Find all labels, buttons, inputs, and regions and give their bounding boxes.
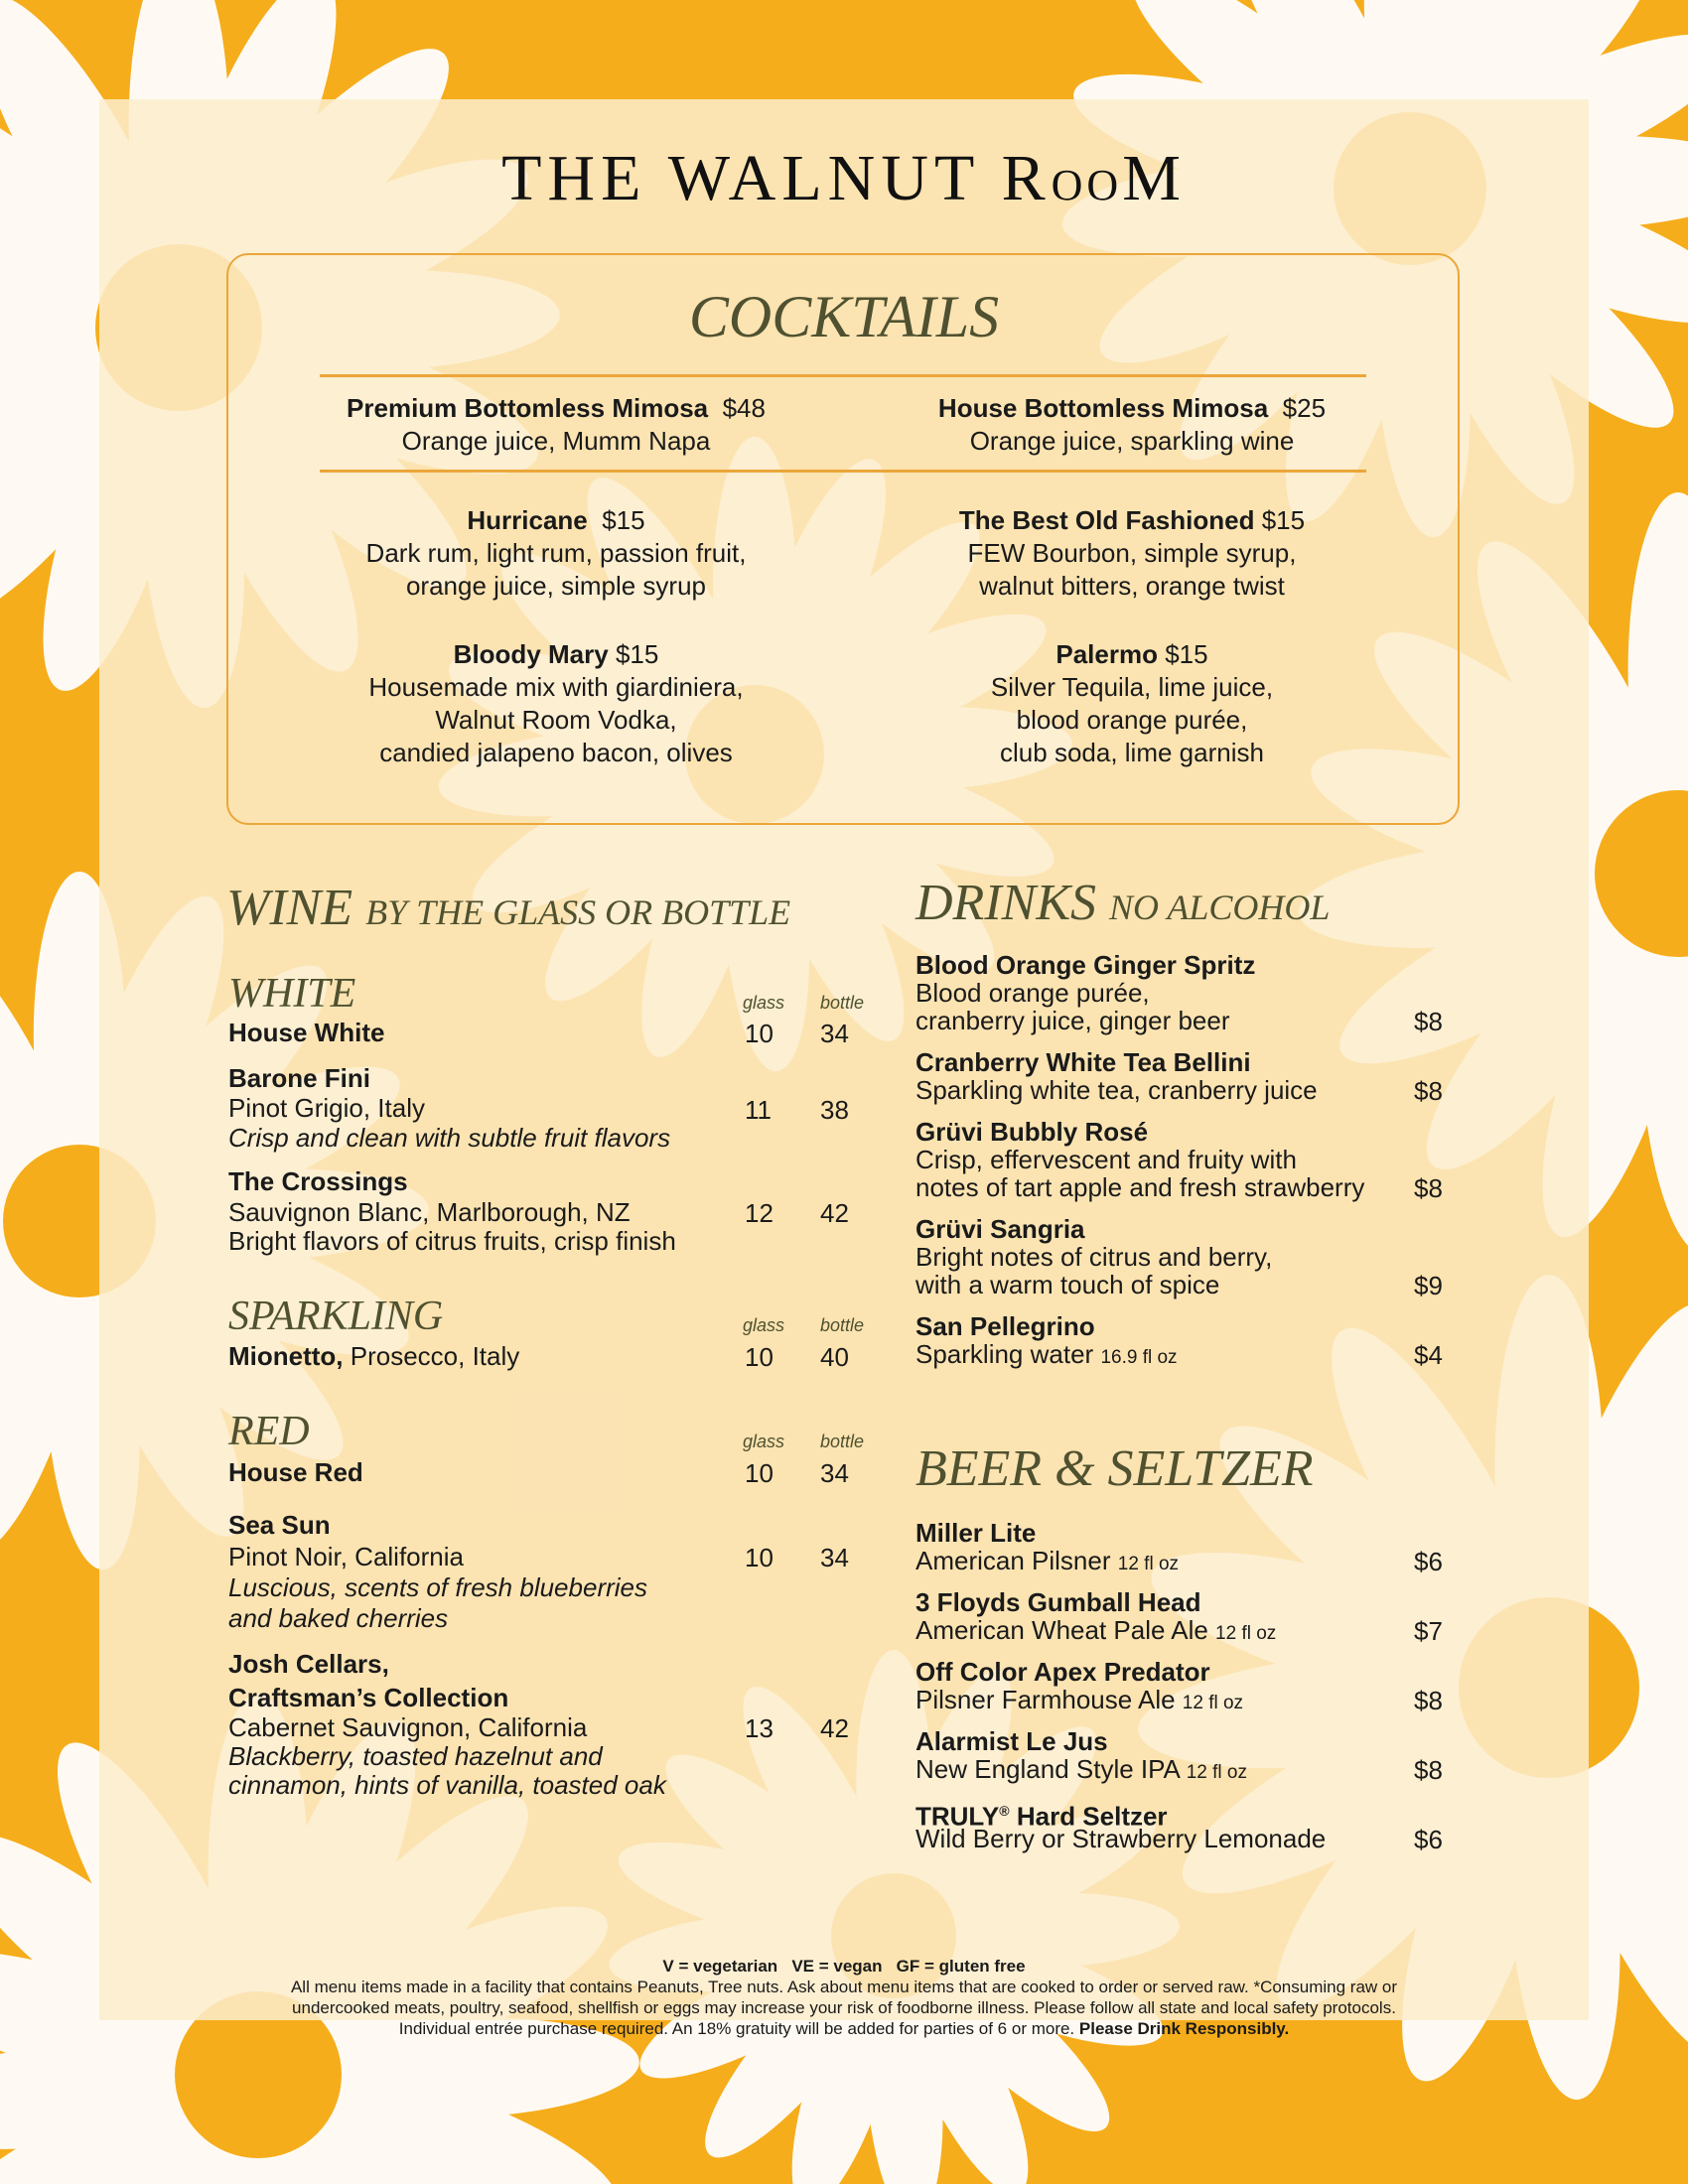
bottle-price: 42 [820,1198,849,1228]
brand-logo: THE WALNUT ROOM [501,142,1187,214]
wine-name: The Crossings [228,1166,408,1196]
wine-varietal: Pinot Grigio, Italy [228,1093,425,1123]
beer-name: Alarmist Le Jus [915,1726,1108,1756]
cocktail-item: House Bottomless Mimosa $25 Orange juice, sparkling wine [937,393,1327,456]
sparkling-heading: SPARKLING [228,1294,444,1339]
drink-desc: Blood orange purée, [915,978,1150,1008]
glass-label: glass [743,993,785,1013]
cocktail-item: Premium Bottomless Mimosa $48 Orange juice, Mumm Napa [347,393,766,456]
beer-price: $6 [1414,1547,1443,1576]
drink-price: $4 [1414,1340,1443,1370]
glass-price: 10 [745,1458,774,1488]
glass-price: 10 [745,1543,774,1572]
bottle-price: 34 [820,1458,849,1488]
beer-name: Miller Lite [915,1518,1037,1548]
drink-name: Blood Orange Ginger Spritz [915,950,1256,980]
beer-heading: BEER & SELTZER [915,1440,1314,1497]
glass-price: 13 [745,1713,774,1743]
dietary-legend: V = vegetarian VE = vegan GF = gluten free [662,1957,1026,1976]
drinks-heading: DRINKS NO ALCOHOL [915,875,1331,931]
white-heading: WHITE [228,971,356,1017]
glass-label: glass [743,1432,785,1451]
bottle-label: bottle [820,1432,865,1451]
wine-note: Crisp and clean with subtle fruit flavors [228,1123,671,1153]
cocktails-divider-bottom [320,470,1366,473]
bottle-price: 34 [820,1543,849,1572]
beer-desc: New England Style IPA 12 fl oz [915,1754,1247,1784]
drink-name: San Pellegrino [915,1311,1095,1341]
drink-price: $9 [1414,1271,1443,1300]
wine-name: House White [228,1018,385,1047]
bottle-label: bottle [820,993,865,1013]
beer-desc: American Wheat Pale Ale 12 fl oz [915,1615,1277,1645]
bottle-price: 34 [820,1019,849,1048]
drink-desc: Sparkling white tea, cranberry juice [915,1075,1318,1105]
cocktail-item: Palermo $15 Silver Tequila, lime juice, blood orange purée, club soda, lime garnish [990,639,1274,767]
drink-desc: Crisp, effervescent and fruity with [915,1145,1297,1174]
cocktail-item: Bloody Mary $15 Housemade mix with giardiniera, Walnut Room Vodka, candied jalapeno bacon, olives [368,639,744,767]
drink-desc: Bright notes of citrus and berry, [915,1242,1273,1272]
cocktails-divider-top [320,374,1366,377]
cocktail-item: Hurricane $15 Dark rum, light rum, passion fruit, orange juice, simple syrup [365,505,747,601]
bottle-price: 38 [820,1095,849,1125]
glass-price: 10 [745,1019,774,1048]
bottle-label: bottle [820,1315,865,1335]
wine-name: House Red [228,1457,363,1487]
drink-desc: Sparkling water 16.9 fl oz [915,1339,1178,1369]
bottle-price: 42 [820,1713,849,1743]
wine-name: Josh Cellars, [228,1649,389,1679]
drink-name: Grüvi Bubbly Rosé [915,1117,1149,1147]
wine-name-line2: Craftsman’s Collection [228,1683,509,1712]
drink-desc: with a warm touch of spice [915,1270,1220,1299]
allergen-disclaimer: All menu items made in a facility that contains Peanuts, Tree nuts. Ask about menu items that are cooked to order or served raw. *Consuming raw or undercooked meats, poultry, seafood, shellfish or eggs may increase your risk of foodborne illness. Please follow all state and local safety protocols. Individual entrée purchase required. An 18% gratuity will be added for parties of 6 or more. Please Drink Responsibly. [290,1978,1398,2038]
wine-varietal: Sauvignon Blanc, Marlborough, NZ [228,1197,631,1227]
glass-label: glass [743,1315,785,1335]
wine-name: Sea Sun [228,1510,331,1540]
bottle-price: 40 [820,1342,849,1372]
beer-desc: Wild Berry or Strawberry Lemonade [915,1824,1327,1853]
wine-note: Bright flavors of citrus fruits, crisp finish [228,1226,676,1256]
beer-desc: Pilsner Farmhouse Ale 12 fl oz [915,1685,1244,1714]
wine-note: cinnamon, hints of vanilla, toasted oak [228,1770,666,1800]
wine-note: Luscious, scents of fresh blueberries [228,1572,647,1602]
beer-price: $8 [1414,1686,1443,1715]
beer-desc: American Pilsner 12 fl oz [915,1546,1180,1575]
cocktails-title: COCKTAILS [688,284,1000,349]
wine-varietal: Cabernet Sauvignon, California [228,1712,588,1742]
wine-name: Mionetto, Prosecco, Italy [228,1341,520,1371]
glass-price: 10 [745,1342,774,1372]
drink-desc: cranberry juice, ginger beer [915,1006,1230,1035]
wine-varietal: Pinot Noir, California [228,1542,464,1571]
glass-price: 11 [745,1095,772,1125]
beer-price: $6 [1414,1825,1443,1854]
drink-name: Grüvi Sangria [915,1214,1085,1244]
drink-desc: notes of tart apple and fresh strawberry [915,1172,1365,1202]
beer-price: $8 [1414,1755,1443,1785]
beer-name: 3 Floyds Gumball Head [915,1587,1201,1617]
wine-note: Blackberry, toasted hazelnut and [228,1741,603,1771]
drink-price: $8 [1414,1007,1443,1036]
cocktail-item: The Best Old Fashioned $15 FEW Bourbon, simple syrup, walnut bitters, orange twist [958,505,1306,601]
wine-heading: WINE BY THE GLASS OR BOTTLE [226,880,791,936]
glass-price: 12 [745,1198,774,1228]
wine-note: and baked cherries [228,1603,449,1633]
drink-price: $8 [1414,1076,1443,1106]
red-heading: RED [228,1409,310,1454]
drink-price: $8 [1414,1173,1443,1203]
beer-name: Off Color Apex Predator [915,1657,1210,1687]
beer-name: TRULY® Hard Seltzer [915,1801,1168,1832]
beer-price: $7 [1414,1616,1443,1646]
drink-name: Cranberry White Tea Bellini [915,1047,1251,1077]
wine-name: Barone Fini [228,1063,371,1093]
